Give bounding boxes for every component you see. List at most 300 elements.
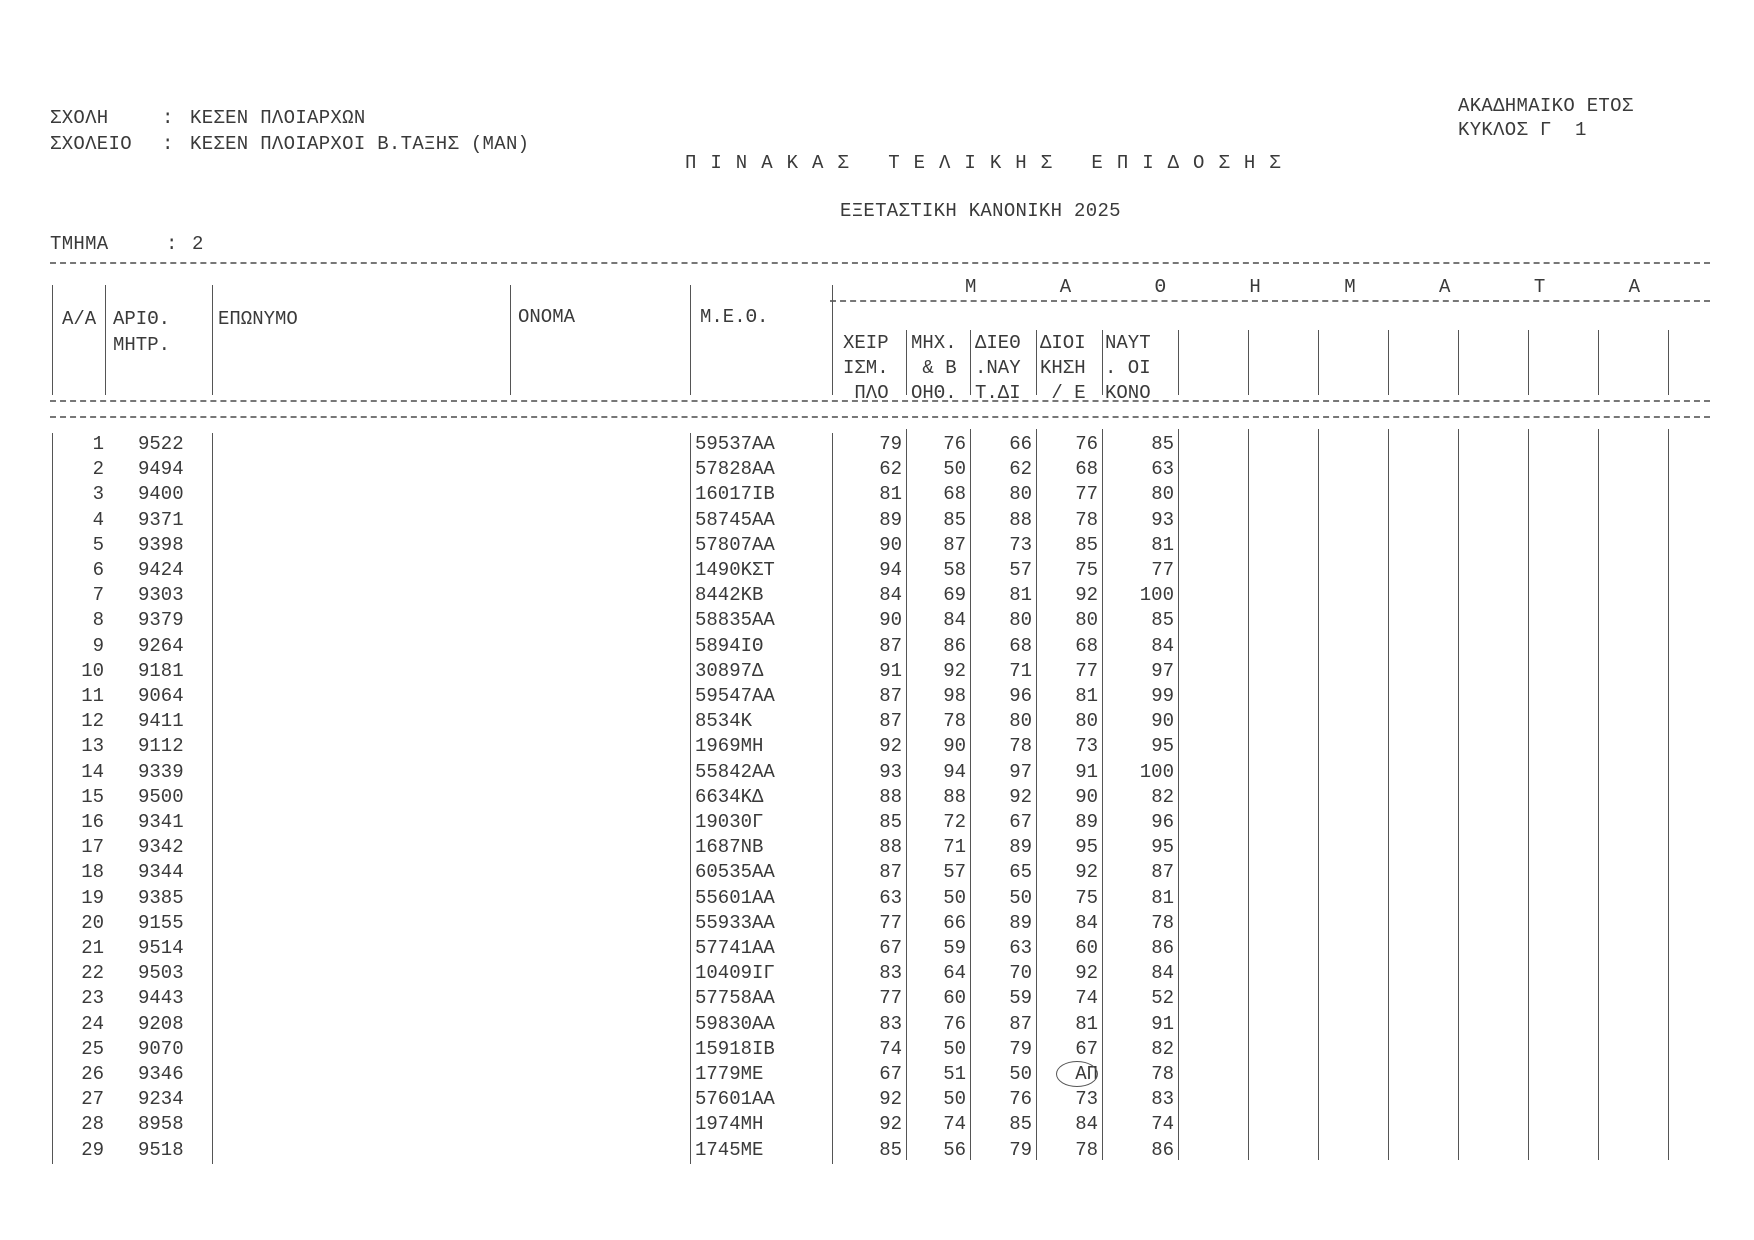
row-aa: 2	[92, 458, 104, 481]
col-mathimata: Μ Α Θ Η Μ Α Τ Α	[965, 276, 1677, 298]
row-grade-1: 58	[943, 559, 966, 581]
row-mitr: 9339	[138, 760, 184, 783]
row-grade-3: 89	[1075, 811, 1098, 833]
row-grade-1: 90	[943, 735, 966, 758]
row-grade-0: 87	[879, 685, 902, 707]
subject-sep-2	[1036, 330, 1037, 395]
row-mitr: 9341	[138, 811, 184, 833]
row-aa: 27	[81, 1088, 104, 1111]
row-grade-3: 85	[1075, 533, 1098, 556]
row-mitr: 9514	[138, 937, 184, 959]
row-grade-1: 50	[943, 458, 966, 481]
subject-header-1-line-0: ΜΗΧ.	[911, 332, 957, 354]
subject-sep-7	[1388, 330, 1389, 395]
row-aa: 24	[81, 1012, 104, 1035]
row-grade-4: 63	[1151, 458, 1174, 481]
body-sep-subject-8	[1458, 429, 1459, 1160]
subject-header-0-line-1: ΙΣΜ.	[843, 357, 889, 379]
row-grade-2: 96	[1009, 685, 1032, 707]
row-grade-2: 87	[1009, 1012, 1032, 1035]
header-sep-0	[52, 285, 53, 395]
subject-sep-1	[970, 330, 971, 395]
row-mitr: 9443	[138, 987, 184, 1010]
exam-period: ΕΞΕΤΑΣΤΙΚΗ ΚΑΝΟΝΙΚΗ 2025	[840, 200, 1121, 222]
row-grade-4: 84	[1151, 634, 1174, 657]
row-grade-0: 74	[879, 1037, 902, 1060]
subject-sep-3	[1102, 330, 1103, 395]
row-grade-1: 57	[943, 861, 966, 884]
subject-sep-0	[906, 330, 907, 395]
row-aa: 20	[81, 911, 104, 934]
row-grade-1: 71	[943, 836, 966, 859]
row-aa: 29	[81, 1138, 104, 1161]
subject-header-0-line-2: ΠΛΟ	[843, 382, 889, 404]
row-mitr: 9346	[138, 1063, 184, 1085]
header-sep-4	[690, 285, 691, 395]
row-mitr: 9070	[138, 1037, 184, 1060]
row-grade-4: 86	[1151, 937, 1174, 959]
row-grade-0: 85	[879, 1138, 902, 1161]
row-grade-3: 81	[1075, 685, 1098, 707]
subject-sep-11	[1668, 330, 1669, 395]
row-grade-1: 56	[943, 1138, 966, 1161]
subject-header-2-line-1: .ΝΑΥ	[975, 357, 1021, 379]
row-grade-3: 90	[1075, 785, 1098, 808]
row-grade-4: 90	[1151, 710, 1174, 733]
col-meth: Μ.Ε.Θ.	[700, 306, 769, 328]
header-sep-5	[832, 285, 833, 395]
row-grade-0: 92	[879, 735, 902, 758]
row-grade-4: 78	[1151, 1063, 1174, 1085]
row-mitr: 9398	[138, 533, 184, 556]
school-value: ΚΕΣΕΝ ΠΛΟΙΑΡΧΩΝ	[190, 107, 366, 129]
row-meth: 5894ΙΘ	[695, 634, 764, 657]
row-mitr: 9112	[138, 735, 184, 758]
row-grade-0: 62	[879, 458, 902, 481]
body-sep-subject-6	[1318, 429, 1319, 1160]
row-grade-2: 50	[1009, 1063, 1032, 1085]
row-grade-3: 77	[1075, 483, 1098, 506]
row-grade-0: 77	[879, 987, 902, 1010]
row-grade-4: 99	[1151, 685, 1174, 707]
row-grade-4: 77	[1151, 559, 1174, 581]
row-grade-2: 70	[1009, 962, 1032, 985]
row-grade-4: 100	[1139, 760, 1174, 783]
subject-header-1-line-2: ΟΗΘ.	[911, 382, 957, 404]
body-sep-subject-0	[906, 429, 907, 1160]
row-grade-0: 79	[879, 433, 902, 455]
row-aa: 21	[81, 937, 104, 959]
row-meth: 57601ΑΑ	[695, 1088, 775, 1111]
row-aa: 22	[81, 962, 104, 985]
row-meth: 57758ΑΑ	[695, 987, 775, 1010]
row-meth: 1779ΜΕ	[695, 1063, 764, 1085]
subject-sep-9	[1528, 330, 1529, 395]
rule-top	[50, 262, 1710, 264]
row-grade-2: 67	[1009, 811, 1032, 833]
row-grade-0: 93	[879, 760, 902, 783]
row-meth: 10409ΙΓ	[695, 962, 775, 985]
school-label: ΣΧΟΛΗ	[50, 107, 109, 129]
row-grade-0: 67	[879, 1063, 902, 1085]
row-grade-2: 79	[1009, 1138, 1032, 1161]
col-eponymo: ΕΠΩΝΥΜΟ	[218, 308, 298, 330]
row-grade-1: 59	[943, 937, 966, 959]
row-grade-4: 91	[1151, 1012, 1174, 1035]
row-grade-3: 80	[1075, 609, 1098, 632]
body-sep-subject-11	[1668, 429, 1669, 1160]
row-grade-1: 84	[943, 609, 966, 632]
header-sep-3	[510, 285, 511, 395]
row-grade-4: 95	[1151, 735, 1174, 758]
row-grade-1: 94	[943, 760, 966, 783]
row-aa: 11	[81, 685, 104, 707]
row-meth: 1974ΜΗ	[695, 1113, 764, 1136]
rule-subjects	[830, 300, 1710, 302]
row-aa: 5	[92, 533, 104, 556]
row-grade-0: 87	[879, 634, 902, 657]
col-aa: Α/Α	[62, 308, 97, 330]
row-aa: 16	[81, 811, 104, 833]
row-grade-3: 78	[1075, 1138, 1098, 1161]
row-grade-3: 77	[1075, 659, 1098, 682]
body-sep-subject-1	[970, 429, 971, 1160]
row-grade-0: 77	[879, 911, 902, 934]
row-grade-0: 92	[879, 1113, 902, 1136]
row-grade-1: 98	[943, 685, 966, 707]
row-aa: 26	[81, 1063, 104, 1085]
row-grade-1: 92	[943, 659, 966, 682]
row-grade-0: 91	[879, 659, 902, 682]
row-grade-2: 97	[1009, 760, 1032, 783]
row-meth: 8442ΚΒ	[695, 584, 764, 607]
row-aa: 25	[81, 1037, 104, 1060]
row-grade-3: 84	[1075, 1113, 1098, 1136]
row-grade-1: 66	[943, 911, 966, 934]
body-sep-fixed-2	[690, 433, 691, 1164]
row-grade-4: 85	[1151, 609, 1174, 632]
row-mitr: 9424	[138, 559, 184, 581]
row-grade-4: 85	[1151, 433, 1174, 455]
row-grade-2: 92	[1009, 785, 1032, 808]
row-grade-3: 92	[1075, 962, 1098, 985]
row-grade-1: 76	[943, 1012, 966, 1035]
row-meth: 57828ΑΑ	[695, 458, 775, 481]
row-mitr: 9181	[138, 659, 184, 682]
row-grade-2: 80	[1009, 710, 1032, 733]
row-grade-3: 73	[1075, 1088, 1098, 1111]
subject-sep-5	[1248, 330, 1249, 395]
row-grade-2: 62	[1009, 458, 1032, 481]
row-grade-1: 87	[943, 533, 966, 556]
row-grade-1: 50	[943, 1088, 966, 1111]
row-aa: 17	[81, 836, 104, 859]
row-grade-3: 92	[1075, 861, 1098, 884]
row-mitr: 9344	[138, 861, 184, 884]
subject-header-4-line-2: ΚΟΝΟ	[1105, 382, 1151, 404]
row-mitr: 9064	[138, 685, 184, 707]
row-grade-1: 74	[943, 1113, 966, 1136]
row-meth: 58835ΑΑ	[695, 609, 775, 632]
subject-header-2-line-2: Τ.ΔΙ	[975, 382, 1021, 404]
body-sep-subject-2	[1036, 429, 1037, 1160]
row-grade-2: 68	[1009, 634, 1032, 657]
section-sep: :	[162, 133, 174, 155]
row-grade-3: 75	[1075, 886, 1098, 909]
row-aa: 13	[81, 735, 104, 758]
row-meth: 59830ΑΑ	[695, 1012, 775, 1035]
row-grade-4: 93	[1151, 508, 1174, 531]
row-mitr: 9208	[138, 1012, 184, 1035]
row-grade-2: 89	[1009, 836, 1032, 859]
body-sep-fixed-0	[52, 433, 53, 1164]
row-aa: 12	[81, 710, 104, 733]
body-sep-fixed-3	[832, 433, 833, 1164]
row-aa: 18	[81, 861, 104, 884]
row-grade-1: 88	[943, 785, 966, 808]
row-grade-4: 81	[1151, 886, 1174, 909]
section-value: ΚΕΣΕΝ ΠΛΟΙΑΡΧΟΙ Β.ΤΑΞΗΣ (ΜΑΝ)	[190, 133, 530, 155]
row-grade-0: 63	[879, 886, 902, 909]
subject-header-4-line-1: . ΟΙ	[1105, 357, 1151, 379]
row-grade-1: 51	[943, 1063, 966, 1085]
row-grade-2: 80	[1009, 609, 1032, 632]
row-grade-3: 74	[1075, 987, 1098, 1010]
row-mitr: 9303	[138, 584, 184, 607]
row-grade-3: 75	[1075, 559, 1098, 581]
row-grade-3: 92	[1075, 584, 1098, 607]
col-onoma: ΟΝΟΜΑ	[518, 306, 576, 328]
row-mitr: 9234	[138, 1088, 184, 1111]
row-grade-0: 94	[879, 559, 902, 581]
body-sep-fixed-1	[212, 433, 213, 1164]
header-sep-1	[105, 285, 106, 395]
row-meth: 19030Γ	[695, 811, 764, 833]
section-label: ΣΧΟΛΕΙΟ	[50, 133, 132, 155]
row-meth: 59547ΑΑ	[695, 685, 775, 707]
row-grade-4: 82	[1151, 1037, 1174, 1060]
row-grade-3: 78	[1075, 508, 1098, 531]
row-grade-3: 95	[1075, 836, 1098, 859]
row-grade-3: 81	[1075, 1012, 1098, 1035]
subject-sep-8	[1458, 330, 1459, 395]
row-grade-2: 89	[1009, 911, 1032, 934]
row-grade-3: 67	[1075, 1037, 1098, 1060]
row-grade-0: 90	[879, 609, 902, 632]
row-grade-2: 88	[1009, 508, 1032, 531]
row-grade-0: 85	[879, 811, 902, 833]
row-grade-2: 50	[1009, 886, 1032, 909]
row-grade-3: 60	[1075, 937, 1098, 959]
rule-body-top	[50, 416, 1710, 418]
row-grade-3: 80	[1075, 710, 1098, 733]
subject-header-3-line-2: / Ε	[1040, 382, 1086, 404]
school-sep: :	[162, 107, 174, 129]
row-grade-4: 80	[1151, 483, 1174, 506]
row-aa: 28	[81, 1113, 104, 1136]
row-meth: 57807ΑΑ	[695, 533, 775, 556]
row-grade-4: 81	[1151, 533, 1174, 556]
row-grade-4: 87	[1151, 861, 1174, 884]
row-mitr: 9500	[138, 785, 184, 808]
row-grade-3: 91	[1075, 760, 1098, 783]
row-grade-0: 87	[879, 710, 902, 733]
row-grade-2: 76	[1009, 1088, 1032, 1111]
col-arith-1: ΑΡΙΘ.	[113, 308, 171, 330]
row-grade-2: 73	[1009, 533, 1032, 556]
row-grade-0: 88	[879, 836, 902, 859]
body-sep-subject-5	[1248, 429, 1249, 1160]
row-meth: 1969ΜΗ	[695, 735, 764, 758]
row-grade-1: 60	[943, 987, 966, 1010]
col-arith-2: ΜΗΤΡ.	[113, 334, 171, 356]
row-grade-2: 78	[1009, 735, 1032, 758]
row-aa: 19	[81, 886, 104, 909]
cycle: ΚΥΚΛΟΣ Γ 1	[1458, 119, 1587, 141]
subject-sep-10	[1598, 330, 1599, 395]
row-aa: 4	[92, 508, 104, 531]
subject-sep-4	[1178, 330, 1179, 395]
row-mitr: 8958	[138, 1113, 184, 1136]
row-grade-1: 72	[943, 811, 966, 833]
row-aa: 14	[81, 760, 104, 783]
subject-header-3-line-0: ΔΙΟΙ	[1040, 332, 1086, 354]
row-grade-3: ΑΠ	[1075, 1063, 1098, 1085]
row-meth: 1490ΚΣΤ	[695, 559, 775, 581]
row-grade-2: 63	[1009, 937, 1032, 959]
row-mitr: 9342	[138, 836, 184, 859]
row-grade-1: 69	[943, 584, 966, 607]
row-grade-1: 50	[943, 886, 966, 909]
row-meth: 1745ΜΕ	[695, 1138, 764, 1161]
row-grade-2: 71	[1009, 659, 1032, 682]
row-grade-1: 78	[943, 710, 966, 733]
row-mitr: 9503	[138, 962, 184, 985]
row-grade-4: 83	[1151, 1088, 1174, 1111]
tmima-label: ΤΜΗΜΑ	[50, 233, 109, 255]
row-aa: 7	[92, 584, 104, 607]
row-grade-0: 67	[879, 937, 902, 959]
row-mitr: 9155	[138, 911, 184, 934]
row-meth: 55933ΑΑ	[695, 911, 775, 934]
row-meth: 8534Κ	[695, 710, 753, 733]
row-grade-4: 84	[1151, 962, 1174, 985]
row-grade-4: 78	[1151, 911, 1174, 934]
row-meth: 6634ΚΔ	[695, 785, 764, 808]
row-meth: 58745ΑΑ	[695, 508, 775, 531]
body-sep-subject-3	[1102, 429, 1103, 1160]
row-grade-3: 76	[1075, 433, 1098, 455]
row-grade-0: 92	[879, 1088, 902, 1111]
subject-header-4-line-0: ΝΑΥΤ	[1105, 332, 1151, 354]
header-sep-2	[212, 285, 213, 395]
row-meth: 30897Δ	[695, 659, 764, 682]
row-mitr: 9379	[138, 609, 184, 632]
row-grade-3: 68	[1075, 634, 1098, 657]
row-grade-2: 79	[1009, 1037, 1032, 1060]
row-aa: 8	[92, 609, 104, 632]
row-grade-2: 65	[1009, 861, 1032, 884]
row-grade-4: 52	[1151, 987, 1174, 1010]
row-mitr: 9411	[138, 710, 184, 733]
subject-header-2-line-0: ΔΙΕΘ	[975, 332, 1021, 354]
subject-header-3-line-1: ΚΗΣΗ	[1040, 357, 1086, 379]
body-sep-subject-7	[1388, 429, 1389, 1160]
row-grade-1: 50	[943, 1037, 966, 1060]
row-grade-2: 57	[1009, 559, 1032, 581]
row-aa: 23	[81, 987, 104, 1010]
row-grade-1: 64	[943, 962, 966, 985]
row-grade-3: 68	[1075, 458, 1098, 481]
row-grade-4: 86	[1151, 1138, 1174, 1161]
subject-header-1-line-1: & Β	[911, 357, 957, 379]
row-mitr: 9264	[138, 634, 184, 657]
row-grade-1: 68	[943, 483, 966, 506]
subject-sep-6	[1318, 330, 1319, 395]
row-grade-0: 87	[879, 861, 902, 884]
row-meth: 1687ΝΒ	[695, 836, 764, 859]
row-mitr: 9522	[138, 433, 184, 455]
row-grade-0: 81	[879, 483, 902, 506]
row-mitr: 9385	[138, 886, 184, 909]
row-mitr: 9371	[138, 508, 184, 531]
row-aa: 9	[92, 634, 104, 657]
row-mitr: 9518	[138, 1138, 184, 1161]
academic-year: ΑΚΑΔΗΜΑΙΚΟ ΕΤΟΣ	[1458, 95, 1634, 117]
row-grade-4: 74	[1151, 1113, 1174, 1136]
body-sep-subject-9	[1528, 429, 1529, 1160]
body-sep-subject-4	[1178, 429, 1179, 1160]
row-grade-1: 85	[943, 508, 966, 531]
row-grade-0: 83	[879, 1012, 902, 1035]
row-grade-4: 97	[1151, 659, 1174, 682]
row-grade-1: 86	[943, 634, 966, 657]
row-meth: 57741ΑΑ	[695, 937, 775, 959]
row-grade-0: 83	[879, 962, 902, 985]
row-grade-2: 59	[1009, 987, 1032, 1010]
row-grade-2: 85	[1009, 1113, 1032, 1136]
row-grade-0: 89	[879, 508, 902, 531]
row-grade-2: 66	[1009, 433, 1032, 455]
row-grade-0: 90	[879, 533, 902, 556]
row-aa: 15	[81, 785, 104, 808]
row-meth: 15918ΙΒ	[695, 1037, 775, 1060]
row-aa: 10	[81, 659, 104, 682]
row-aa: 6	[92, 559, 104, 581]
row-grade-4: 95	[1151, 836, 1174, 859]
row-grade-2: 81	[1009, 584, 1032, 607]
subject-header-0-line-0: ΧΕΙΡ	[843, 332, 889, 354]
row-grade-4: 100	[1139, 584, 1174, 607]
row-grade-1: 76	[943, 433, 966, 455]
row-aa: 3	[92, 483, 104, 506]
absent-circle-mark	[1056, 1061, 1098, 1087]
row-mitr: 9494	[138, 458, 184, 481]
row-meth: 16017ΙΒ	[695, 483, 775, 506]
row-mitr: 9400	[138, 483, 184, 506]
row-grade-2: 80	[1009, 483, 1032, 506]
row-meth: 55842ΑΑ	[695, 760, 775, 783]
row-grade-4: 82	[1151, 785, 1174, 808]
body-sep-subject-10	[1598, 429, 1599, 1160]
tmima-value: 2	[192, 233, 204, 255]
row-grade-0: 84	[879, 584, 902, 607]
row-grade-0: 88	[879, 785, 902, 808]
row-grade-3: 73	[1075, 735, 1098, 758]
row-meth: 55601ΑΑ	[695, 886, 775, 909]
row-meth: 59537ΑΑ	[695, 433, 775, 455]
page-title: ΠΙΝΑΚΑΣ ΤΕΛΙΚΗΣ ΕΠΙΔΟΣΗΣ	[685, 152, 1295, 174]
